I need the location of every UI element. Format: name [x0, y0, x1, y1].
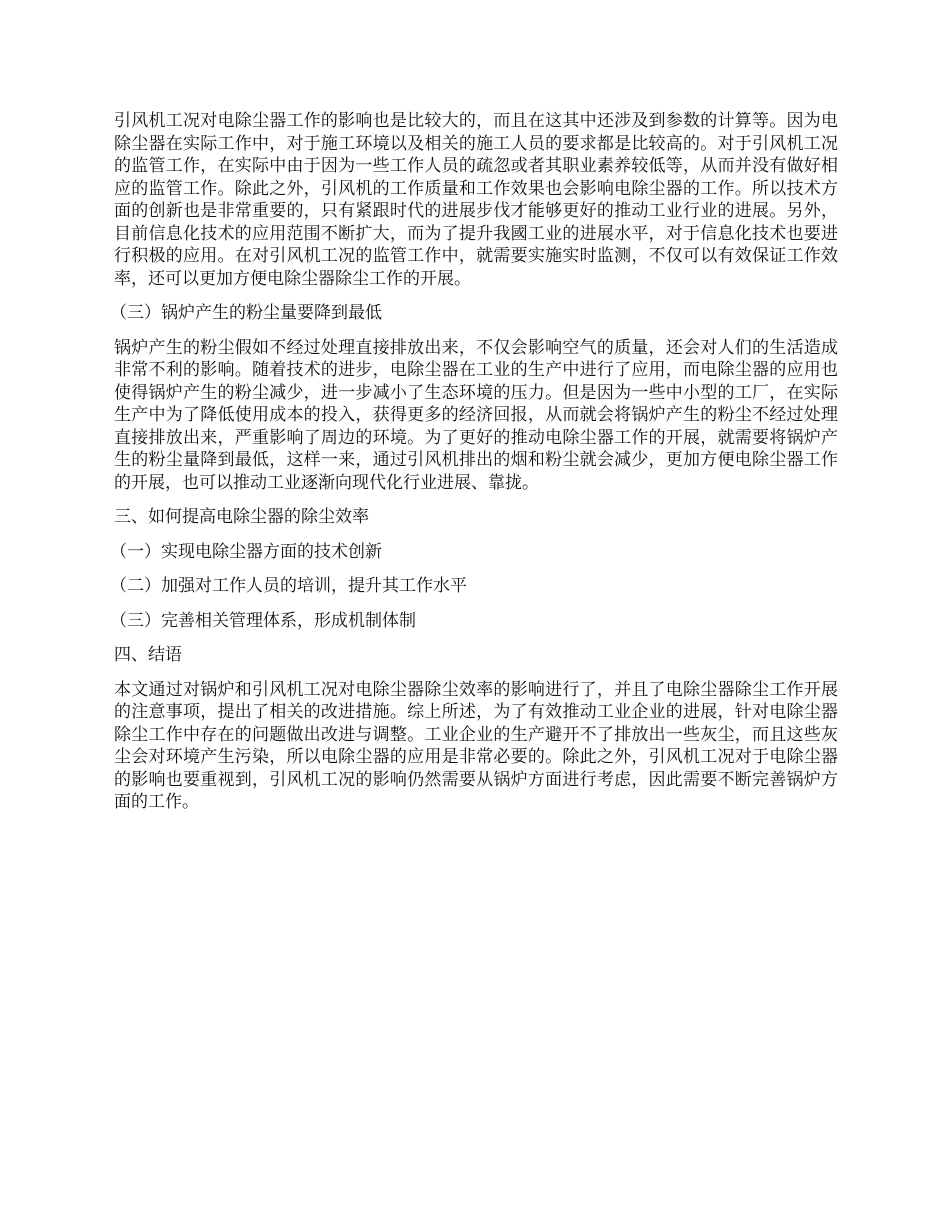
document-body: [110, 110, 838, 826]
paragraph-boiler-dust: 锅炉产生的粉尘假如不经过处理直接排放出来，不仅会影响空气的质量，还会对人们的生活造成非常不利的影响。随着技术的进步，电除尘器在工业的生产中进行了应用，而电除尘器的应用也使得锅炉产生的粉尘减少，进一步减小了生态环境的压力。但是因为一些中小型的工厂，在实际生产中为了降低使用成本的投入，获得更多的经济回报，从而就会将锅炉产生的粉尘不经过处理直接排放出来，严重影响了周边的环境。为了更好的推动电除尘器工作的开展，就需要将锅炉产生的粉尘量降到最低，这样一来，通过引风机排出的烟和粉尘就会减少，更加方便电除尘器工作的开展，也可以推动工业逐渐向现代化行业进展、靠拢。: [114, 337, 838, 493]
paragraph-conclusion: 本文通过对锅炉和引风机工况对电除尘器除尘效率的影响进行了，并且了电除尘器除尘工作开展的注意事项，提出了相关的改进措施。综上所述，为了有效推动工业企业的进展，针对电除尘器除尘工作中存在的问题做出改进与调整。工业企业的生产避开不了排放出一些灰尘，而且这些灰尘会对环境产生污染，所以电除尘器的应用是非常必要的。除此之外，引风机工况对于电除尘器的影响也要重视到，引风机工况的影响仍然需要从锅炉方面进行考虑，因此需要不断完善锅炉方面的工作。: [114, 679, 838, 812]
subheading-boiler-dust-reduction: （三）锅炉产生的粉尘量要降到最低: [110, 303, 382, 323]
section-heading-improve-efficiency: 三、如何提高电除尘器的除尘效率: [114, 507, 369, 527]
paragraph-fan-operating-conditions: 引风机工况对电除尘器工作的影响也是比较大的，而且在这其中还涉及到参数的计算等。因为电除尘器在实际工作中，对于施工环境以及相关的施工人员的要求都是比较高的。对于引风机工况的监管工作，在实际中由于因为一些工作人员的疏忽或者其职业素养较低等，从而并没有做好相应的监管工作。除此之外，引风机的工作质量和工作效果也会影响电除尘器的工作。所以技术方面的创新也是非常重要的，只有紧跟时代的进展步伐才能够更好的推动工业行业的进展。另外，目前信息化技术的应用范围不断扩大，而为了提升我國工业的进展水平，对于信息化技术也要进行积极的应用。在对引风机工况的监管工作中，就需要实施实时监测，不仅可以有效保证工作效率，还可以更加方便电除尘器除尘工作的开展。: [114, 111, 838, 289]
section-heading-conclusion: 四、结语: [114, 645, 182, 665]
subheading-management-system: （三）完善相关管理体系，形成机制体制: [110, 610, 416, 631]
subheading-staff-training: （二）加强对工作人员的培训，提升其工作水平: [110, 576, 467, 596]
subheading-technical-innovation: （一）实现电除尘器方面的技术创新: [110, 541, 382, 562]
